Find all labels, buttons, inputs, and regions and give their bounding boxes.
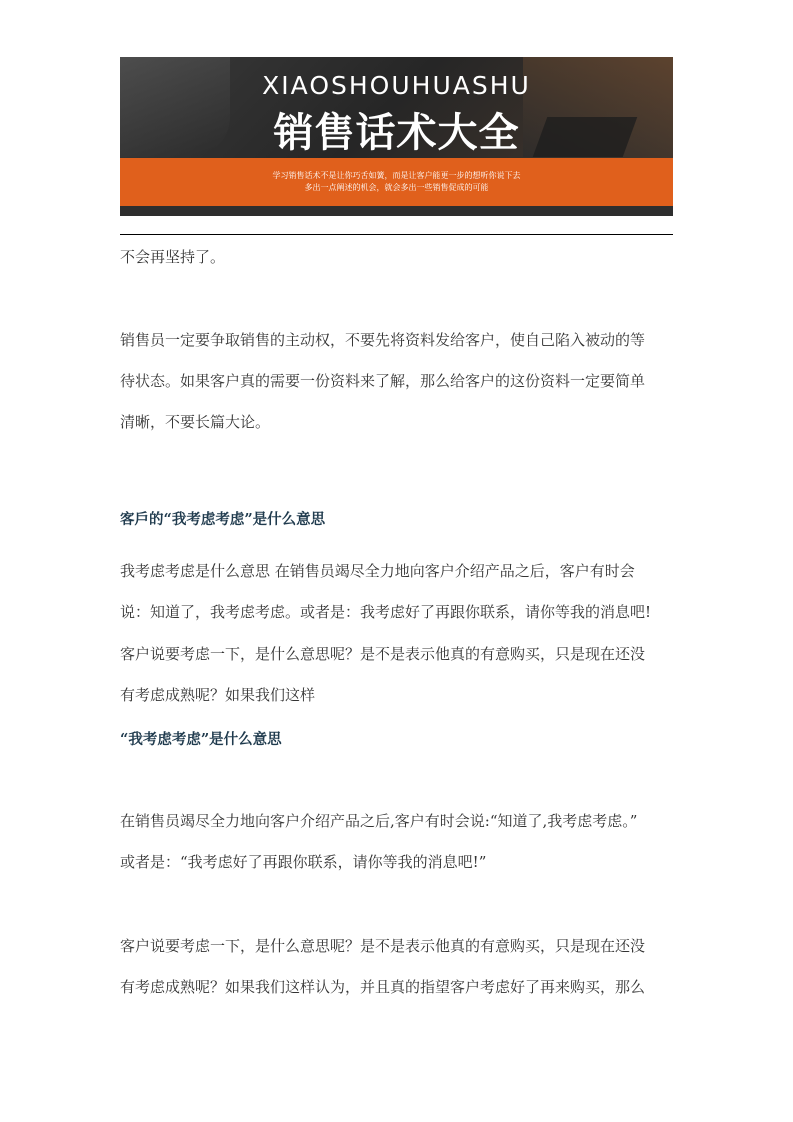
paragraph-line: 待状态。如果客户真的需要一份资料来了解，那么给客户的这份资料一定要简单 (120, 372, 646, 390)
section-heading: “我考虑考虑”是什么意思 (120, 731, 282, 748)
paragraph-line: 我考虑考虑是什么意思 在销售员竭尽全力地向客户介绍产品之后，客户有时会 (120, 562, 635, 580)
banner-subtitle-strip (120, 158, 673, 206)
paragraph-line: 有考虑成熟呢？如果我们这样 (120, 686, 316, 704)
banner-title-en: XIAOSHOUHUASHU (262, 71, 531, 100)
paragraph-line: 清晰，不要长篇大论。 (120, 413, 271, 431)
paragraph-line: 销售员一定要争取销售的主动权，不要先将资料发给客户，使自己陷入被动的等 (120, 331, 646, 349)
paragraph-line: 或者是：“我考虑好了再跟你联系，请你等我的消息吧!” (120, 853, 487, 871)
banner-footer-band (120, 206, 673, 216)
paragraph-line: 不会再坚持了。 (120, 248, 226, 266)
header-banner (120, 57, 673, 216)
section-heading: 客戶的“我考虑考虑”是什么意思 (120, 511, 326, 528)
banner-subtitle-line: 学习销售话术不是让你巧舌如簧，而是让客户能更一步的想听你说下去 (272, 171, 521, 180)
banner-title-cn: 销售话术大全 (273, 110, 520, 156)
paragraph-line: 客户说要考虑一下，是什么意思呢？是不是表示他真的有意购买，只是现在还没 (120, 937, 646, 955)
paragraph-line: 在销售员竭尽全力地向客户介绍产品之后,客户有时会说:“知道了,我考虑考虑。” (120, 812, 638, 830)
paragraph-line: 有考虑成熟呢？如果我们这样认为，并且真的指望客户考虑好了再来购买，那么 (120, 978, 646, 996)
banner-subtitle-line: 多出一点阐述的机会，就会多出一些销售促成的可能 (304, 183, 489, 192)
paragraph-line: 客户说要考虑一下，是什么意思呢？是不是表示他真的有意购买，只是现在还没 (120, 645, 646, 663)
header-divider (120, 234, 673, 235)
paragraph-line: 说：知道了，我考虑考虑。或者是：我考虑好了再跟你联系，请你等我的消息吧! (120, 603, 652, 621)
